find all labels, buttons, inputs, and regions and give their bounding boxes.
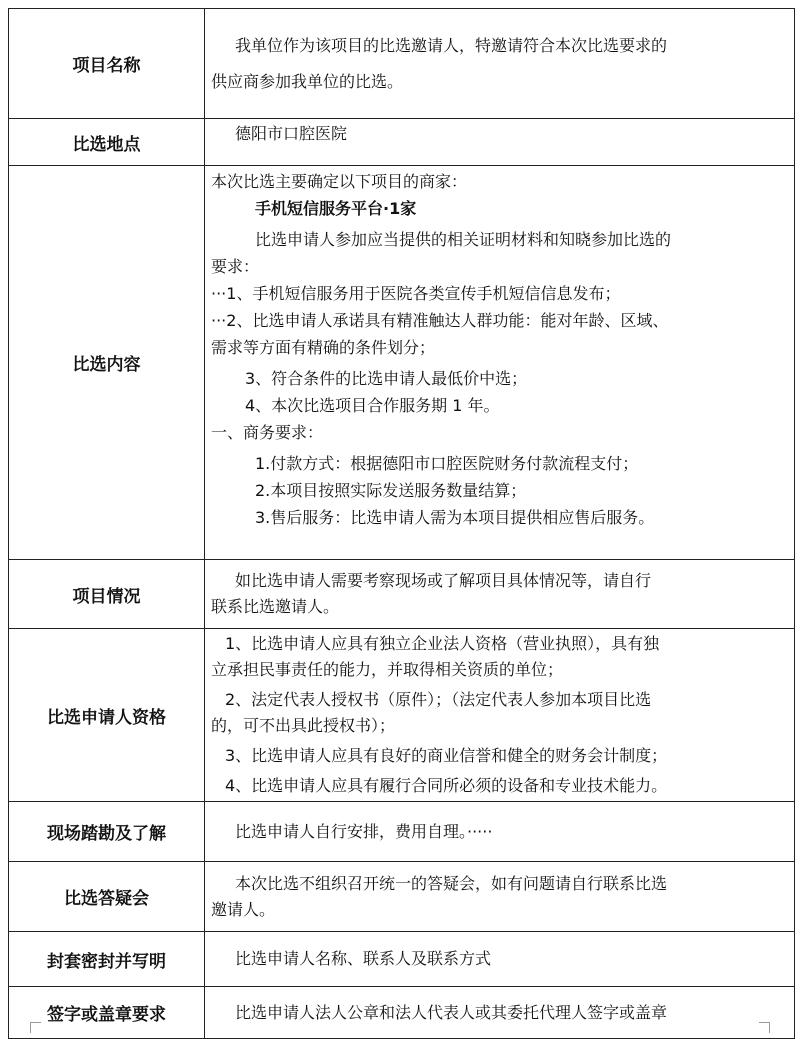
content-line: 供应商参加我单位的比选。 xyxy=(211,71,404,91)
content-line: 我单位作为该项目的比选邀请人，特邀请符合本次比选要求的 xyxy=(235,35,668,55)
content-line: 德阳市口腔医院 xyxy=(235,124,348,143)
content-line: 比选申请人名称、联系人及联系方式 xyxy=(235,949,492,968)
content-line: 立承担民事责任的能力，并取得相关资质的单位； xyxy=(211,660,564,679)
table-row xyxy=(9,802,795,862)
row-content xyxy=(205,862,795,932)
row-label: 比选答疑会 xyxy=(9,862,205,932)
content-line: 邀请人。 xyxy=(211,899,276,919)
row-content xyxy=(205,932,795,987)
table-row xyxy=(9,166,795,560)
content-line: 如比选申请人需要考察现场或了解项目具体情况等，请自行 xyxy=(235,571,652,590)
procurement-table xyxy=(8,8,795,1039)
content-line: 3、符合条件的比选申请人最低价中选； xyxy=(245,369,528,388)
content-line: 本次比选不组织召开统一的答疑会，如有问题请自行联系比选 xyxy=(235,873,668,893)
content-line: 本次比选主要确定以下项目的商家： xyxy=(211,172,468,191)
content-line: 4、比选申请人应具有履行合同所必须的设备和专业技术能力。 xyxy=(225,776,668,795)
content-line: ···2、比选申请人承诺具有精准触达人群功能：能对年龄、区域、 xyxy=(211,311,669,330)
row-content xyxy=(205,9,795,119)
row-label: 项目情况 xyxy=(9,560,205,629)
row-content xyxy=(205,560,795,629)
content-line: 需求等方面有精确的条件划分； xyxy=(211,338,436,357)
content-line: 比选申请人参加应当提供的相关证明材料和知晓参加比选的 xyxy=(255,230,672,249)
page-corner-mark xyxy=(759,1022,770,1033)
row-content xyxy=(205,987,795,1039)
content-line: 要求： xyxy=(211,257,260,276)
table-row xyxy=(9,9,795,119)
page-corner-mark xyxy=(30,1022,41,1033)
content-line: 4、本次比选项目合作服务期 1 年。 xyxy=(245,396,500,415)
row-content xyxy=(205,166,795,560)
table-row xyxy=(9,119,795,166)
content-line: 2.本项目按照实际发送服务数量结算； xyxy=(255,481,527,500)
content-line: 2、法定代表人授权书（原件）；（法定代表人参加本项目比选 xyxy=(225,690,652,709)
content-line: 的，可不出具此授权书）； xyxy=(211,716,396,735)
content-line: 3.售后服务：比选申请人需为本项目提供相应售后服务。 xyxy=(255,508,655,527)
row-label: 签字或盖章要求 xyxy=(9,987,205,1039)
content-line: 比选申请人法人公章和法人代表人或其委托代理人签字或盖章 xyxy=(235,1002,668,1022)
row-label: 项目名称 xyxy=(9,9,205,119)
row-label: 封套密封并写明 xyxy=(9,932,205,987)
table-row xyxy=(9,560,795,629)
content-line: 1、比选申请人应具有独立企业法人资格（营业执照），具有独 xyxy=(225,634,660,653)
row-label: 比选地点 xyxy=(9,119,205,166)
content-line: 一、商务要求： xyxy=(211,423,324,442)
row-content xyxy=(205,629,795,802)
row-content xyxy=(205,802,795,862)
table-row xyxy=(9,932,795,987)
row-label: 比选申请人资格 xyxy=(9,629,205,802)
content-line: ···1、手机短信服务用于医院各类宣传手机短信信息发布； xyxy=(211,284,621,303)
table-row xyxy=(9,629,795,802)
content-line: 1.付款方式：根据德阳市口腔医院财务付款流程支付； xyxy=(255,454,639,473)
table-row xyxy=(9,987,795,1039)
row-label: 现场踏勘及了解 xyxy=(9,802,205,862)
content-line: 联系比选邀请人。 xyxy=(211,597,340,616)
row-content xyxy=(205,119,795,166)
content-line: 3、比选申请人应具有良好的商业信誉和健全的财务会计制度； xyxy=(225,746,668,765)
table-row xyxy=(9,862,795,932)
content-line: 比选申请人自行安排，费用自理。····· xyxy=(235,821,493,841)
content-line: 手机短信服务平台·1家 xyxy=(255,199,417,218)
row-label: 比选内容 xyxy=(9,166,205,560)
